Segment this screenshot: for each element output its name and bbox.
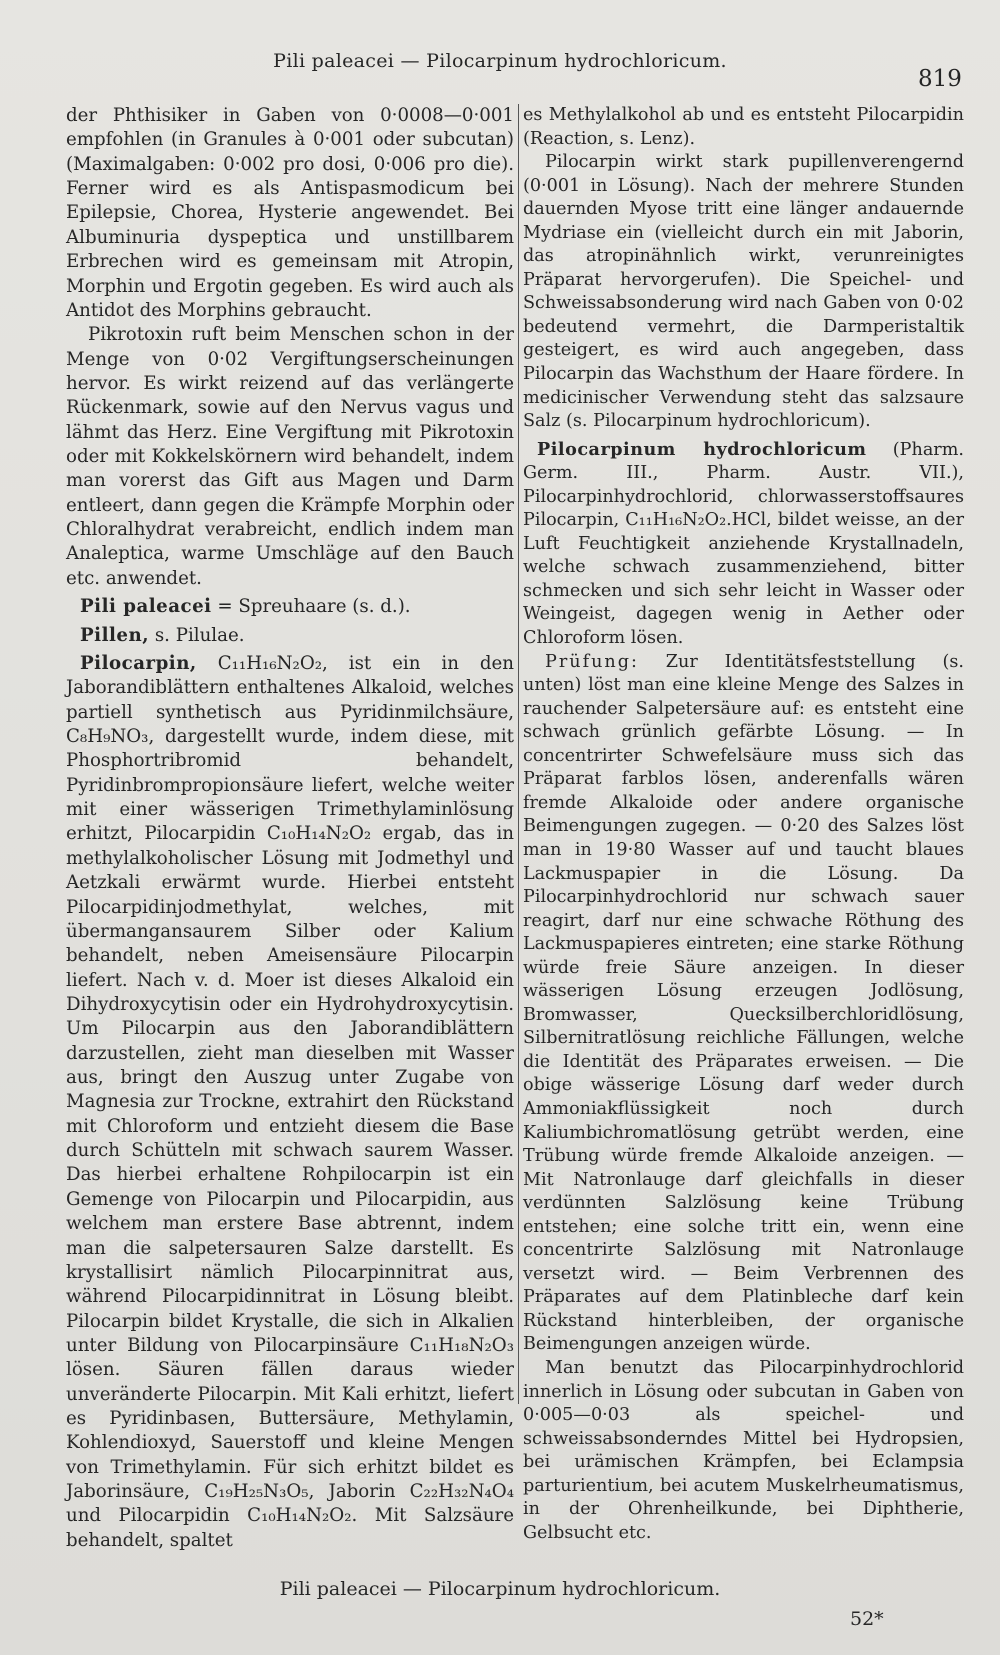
left-paragraph: Pikrotoxin ruft beim Menschen schon in der Menge von 0·02 Vergiftungserscheinungen hervor. Es wirkt reizend auf das verlängerte Rückenmark, sowie auf den Nervus vagus und lähmt das Herz. Eine Vergiftung mit Pikrotoxin oder mit Kokkelskörnern wird behandelt, indem man vorerst das Gift aus Magen und Darm entleert, dann gegen die Krämpfe Morphin oder Chloralhydrat verabreicht, endlich indem man Analeptica, warme Umschläge auf den Bauch etc. anwendet. — [66, 324, 514, 589]
left-column — [66, 104, 514, 1553]
footer-running-head: Pili paleacei — Pilocarpinum hydrochloricum. — [279, 1578, 721, 1600]
signature-mark: 52* — [850, 1608, 884, 1630]
entry-pillen — [66, 624, 514, 648]
entry-pilocarpinum-hydrochloricum — [523, 438, 964, 651]
right-column — [523, 104, 964, 1545]
entry-text: = Spreuhaare (s. d.). — [211, 596, 411, 618]
entry-text: C₁₁H₁₆N₂O₂, ist ein in den Jaborandiblättern enthaltenes Alkaloid, welches partiell synthetisch aus Pyridinmilchsäure, C₈H₉NO₃, dargestellt wurde, indem diese, mit Phosphortribromid behandelt, Pyridinbrompropionsäure liefert, welche weiter mit einer wässerigen Trimethylaminlösung erhitzt, Pilocarpidin C₁₀H₁₄N₂O₂ ergab, das in methylalkoholischer Lösung mit Jodmethyl und Aetzkali erwärmt wurde. Hierbei entsteht Pilocarpidinjodmethylat, welches, mit übermangansaurem Silber oder Kalium behandelt, neben Ameisensäure Pilocarpin liefert. Nach v. d. Moer ist dieses Alkaloid ein Dihydroxycytisin oder ein Hydrohydroxycytisin. Um Pilocarpin aus den Jaborandiblättern darzustellen, zieht man dieselben mit Wasser aus, bringt den Auszug unter Zugabe von Magnesia zur Trockne, extrahirt den Rückstand mit Chloroform und entzieht diesem die Base durch Schütteln mit schwach saurem Wasser. Das hierbei erhaltene Rohpilocarpin ist ein Gemenge von Pilocarpin und Pilocarpidin, aus welchem man erstere Base abtrennt, indem man die salpetersauren Salze darstellt. Es krystallisirt nämlich Pilocarpinnitrat aus, während Pilocarpidinnitrat in Lösung bleibt. Pilocarpin bildet Krystalle, die sich in Alkalien unter Bildung von Pilocarpinsäure C₁₁H₁₈N₂O₃ lösen. Säuren fällen daraus wieder unveränderte Pilocarpin. Mit Kali erhitzt, liefert es Pyridinbasen, Buttersäure, Methylamin, Kohlendioxyd, Sauerstoff und kleine Mengen von Trimethylamin. Für sich erhitzt bildet es Jaborinsäure, C₁₉H₂₅N₃O₅, Jaborin C₂₂H₃₂N₄O₄ und Pilocarpidin C₁₀H₁₄N₂O₂. Mit Salzsäure behandelt, spaltet — [66, 652, 514, 1551]
left-paragraph: der Phthisiker in Gaben von 0·0008—0·001 empfohlen (in Granules à 0·001 oder subcutan) (Maximalgaben: 0·002 pro dosi, 0·006 pro die). Ferner wird es als Antispasmodicum bei Epilepsie, Chorea, Hysterie angewendet. Bei Albuminuria dyspeptica und unstillbarem Erbrechen wird es gemeinsam mit Atropin, Morphin und Ergotin gegeben. Es wird auch als Antidot des Morphins gebraucht. — [66, 105, 514, 321]
right-paragraph: Pilocarpin wirkt stark pupillenverengernd (0·001 in Lösung). Nach der mehrere Stunden dauernden Myose tritt eine länger andauernde Mydriase ein (vielleicht durch ein mit Jaborin, das atropinähnlich wirkt, verunreinigtes Präparat hervorgerufen). Die Speichel- und Schweissabsonderung wird nach Gaben von 0·02 bedeutend vermehrt, die Darmperistaltik gesteigert, es wird auch angegeben, dass Pilocarpin das Wachsthum der Haare fördere. In medicinischer Verwendung steht das salzsaure Salz (s. Pilocarpinum hydrochloricum). — [523, 152, 964, 432]
entry-text: (Pharm. Germ. III., Pharm. Austr. VII.), Pilocarpinhydrochlorid, chlorwasserstoffsaures Pilocarpin, C₁₁H₁₆N₂O₂.HCl, bildet weisse, an der Luft Feuchtigkeit anziehende Krystallnadeln, welche schwach zusammenziehend, bitter schmecken und sich sehr leicht in Wasser oder Weingeist, dagegen wenig in Aether oder Chloroform lösen. — [523, 439, 964, 649]
right-paragraph: es Methylalkohol ab und es entsteht Pilocarpidin (Reaction, s. Lenz). — [523, 105, 964, 149]
pruefung-label: Prüfung: — [545, 651, 639, 672]
entry-pili-paleacei — [66, 595, 514, 619]
running-head: Pili paleacei — Pilocarpinum hydrochloricum. — [273, 50, 727, 72]
headword: Pili paleacei — [80, 596, 212, 618]
right-paragraph: Man benutzt das Pilocarpinhydrochlorid innerlich in Lösung oder subcutan in Gaben von 0·005—0·03 als speichel- und schweissabsonderndes Mittel bei Hydropsien, bei urämischen Krämpfen, bei Eclampsia parturientium, bei acutem Muskelrheumatismus, in der Ohrenheilkunde, bei Diphtherie, Gelbsucht etc. — [523, 1357, 964, 1543]
entry-pilocarpin — [66, 652, 514, 1553]
pruefung-paragraph — [523, 651, 964, 1357]
headword: Pillen, — [80, 624, 150, 646]
pruefung-text: Zur Identitätsfeststellung (s. unten) löst man eine kleine Menge des Salzes in rauchender Salpetersäure auf: es entsteht eine schwach grünlich gefärbte Lösung. — In concentrirter Schwefelsäure muss sich das Präparat farblos lösen, anderenfalls wären fremde Alkaloide oder andere organische Beimengungen zugegen. — 0·20 des Salzes löst man in 19·80 Wasser auf und taucht blaues Lackmuspapier in die Lösung. Da Pilocarpinhydrochlorid nur schwach sauer reagirt, darf nur eine schwache Röthung des Lackmuspapieres eintreten; eine starke Röthung würde freie Säure anzeigen. In dieser wässerigen Lösung erzeugen Jodlösung, Bromwasser, Quecksilberchloridlösung, Silbernitratlösung reichliche Fällungen, welche die Identität des Präparates erweisen. — Die obige wässerige Lösung darf weder durch Ammoniakflüssigkeit noch durch Kaliumbichromatlösung getrübt werden, eine Trübung würde fremde Alkaloide anzeigen. — Mit Natronlauge darf gleichfalls in dieser verdünnten Salzlösung keine Trübung entstehen; eine solche tritt ein, wenn eine concentrirte Salzlösung mit Natronlauge versetzt wird. — Beim Verbrennen des Präparates auf dem Platinbleche darf kein Rückstand hinterbleiben, der organische Beimengungen anzeigen würde. — [523, 651, 964, 1355]
entry-text: s. Pilulae. — [149, 624, 245, 646]
headword: Pilocarpin, — [80, 652, 197, 674]
column-divider — [518, 104, 519, 1404]
headword: Pilocarpinum hydrochloricum — [537, 438, 867, 460]
page-number: 819 — [918, 66, 962, 92]
